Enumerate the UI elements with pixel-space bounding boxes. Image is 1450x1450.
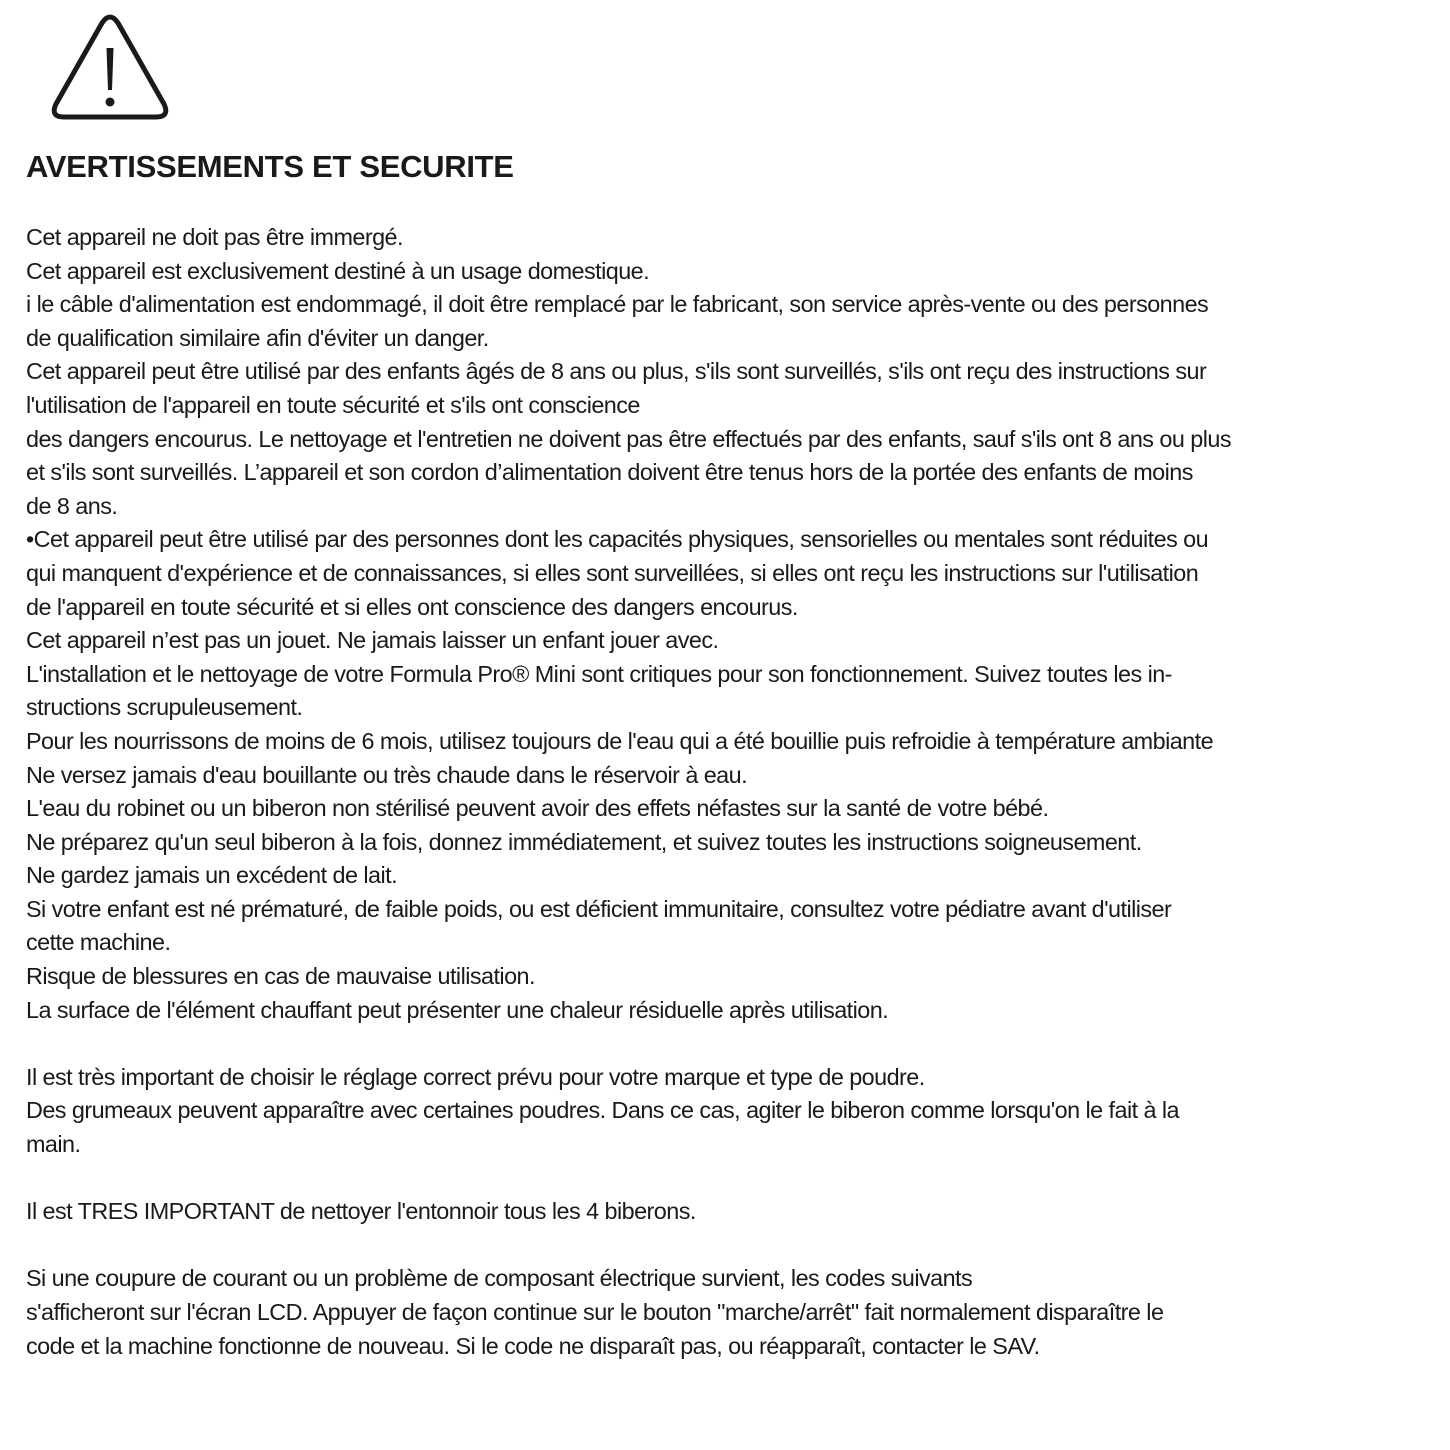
- text-line: •Cet appareil peut être utilisé par des personnes dont les capacités physiques, sensorielles ou mentales sont réduites ou: [26, 526, 1209, 553]
- page-title: AVERTISSEMENTS ET SECURITE: [26, 149, 514, 184]
- text-line: Cet appareil est exclusivement destiné à un usage domestique.: [26, 257, 650, 284]
- text-line: Cet appareil peut être utilisé par des enfants âgés de 8 ans ou plus, s'ils sont surveillés, s'ils ont reçu des instructions sur: [26, 358, 1207, 385]
- paragraph-gap: [26, 1027, 1442, 1061]
- text-line: Cet appareil n’est pas un jouet. Ne jamais laisser un enfant jouer avec.: [26, 627, 719, 654]
- text-line: qui manquent d'expérience et de connaissances, si elles sont surveillées, si elles ont reçu les instructions sur l'utilisation: [26, 559, 1199, 586]
- text-line: code et la machine fonctionne de nouveau. Si le code ne disparaît pas, ou réapparaît, contacter le SAV.: [26, 1332, 1040, 1359]
- text-line: Si une coupure de courant ou un problème de composant électrique survient, les codes suivants: [26, 1265, 973, 1292]
- text-line: Ne versez jamais d'eau bouillante ou très chaude dans le réservoir à eau.: [26, 761, 748, 788]
- text-line: de qualification similaire afin d'éviter un danger.: [26, 324, 489, 351]
- text-line: Pour les nourrissons de moins de 6 mois, utilisez toujours de l'eau qui a été bouillie puis refroidie à température ambiante: [26, 727, 1214, 754]
- text-line: Cet appareil ne doit pas être immergé.: [26, 224, 403, 250]
- text-line: cette machine.: [26, 929, 171, 956]
- text-line: Il est TRES IMPORTANT de nettoyer l'entonnoir tous les 4 biberons.: [26, 1198, 696, 1225]
- text-line: i le câble d'alimentation est endommagé, il doit être remplacé par le fabricant, son service après-vente ou des personnes: [26, 291, 1209, 318]
- text-line: structions scrupuleusement.: [26, 694, 303, 721]
- text-line: et s'ils sont surveillés. L’appareil et son cordon d’alimentation doivent être tenus hors de la portée des enfants de moins: [26, 459, 1193, 486]
- text-line: des dangers encourus. Le nettoyage et l'entretien ne doivent pas être effectués par des enfants, sauf s'ils ont 8 ans ou plus: [26, 425, 1231, 452]
- text-line: s'afficheront sur l'écran LCD. Appuyer de façon continue sur le bouton "marche/arrêt" fait normalement disparaître le: [26, 1299, 1164, 1325]
- text-line: main.: [26, 1131, 81, 1158]
- text-line: Ne gardez jamais un excédent de lait.: [26, 862, 398, 889]
- text-line: Il est très important de choisir le réglage correct prévu pour votre marque et type de poudre.: [26, 1063, 925, 1090]
- text-line: Si votre enfant est né prématuré, de faible poids, ou est déficient immunitaire, consultez votre pédiatre avant d'utiliser: [26, 895, 1172, 922]
- text-line: L'installation et le nettoyage de votre Formula Pro® Mini sont critiques pour son fonctionnement. Suivez toutes les in-: [26, 660, 1172, 687]
- text-line: de l'appareil en toute sécurité et si elles ont conscience des dangers encourus.: [26, 593, 798, 620]
- text-line: de 8 ans.: [26, 492, 118, 519]
- text-line: l'utilisation de l'appareil en toute sécurité et s'ils ont conscience: [26, 391, 640, 418]
- warnings-body: [26, 221, 1442, 1363]
- text-line: L'eau du robinet ou un biberon non stérilisé peuvent avoir des effets néfastes sur la santé de votre bébé.: [26, 795, 1049, 822]
- paragraph-gap: [26, 1229, 1442, 1263]
- text-line: Des grumeaux peuvent apparaître avec certaines poudres. Dans ce cas, agiter le biberon comme lorsqu'on le fait à la: [26, 1097, 1179, 1124]
- text-line: Ne préparez qu'un seul biberon à la fois, donnez immédiatement, et suivez toutes les instructions soigneusement.: [26, 828, 1142, 855]
- text-line: Risque de blessures en cas de mauvaise utilisation.: [26, 963, 535, 990]
- warning-triangle-icon: [50, 14, 170, 122]
- paragraph-gap: [26, 1162, 1442, 1196]
- text-line: La surface de l'élément chauffant peut présenter une chaleur résiduelle après utilisation.: [26, 996, 889, 1023]
